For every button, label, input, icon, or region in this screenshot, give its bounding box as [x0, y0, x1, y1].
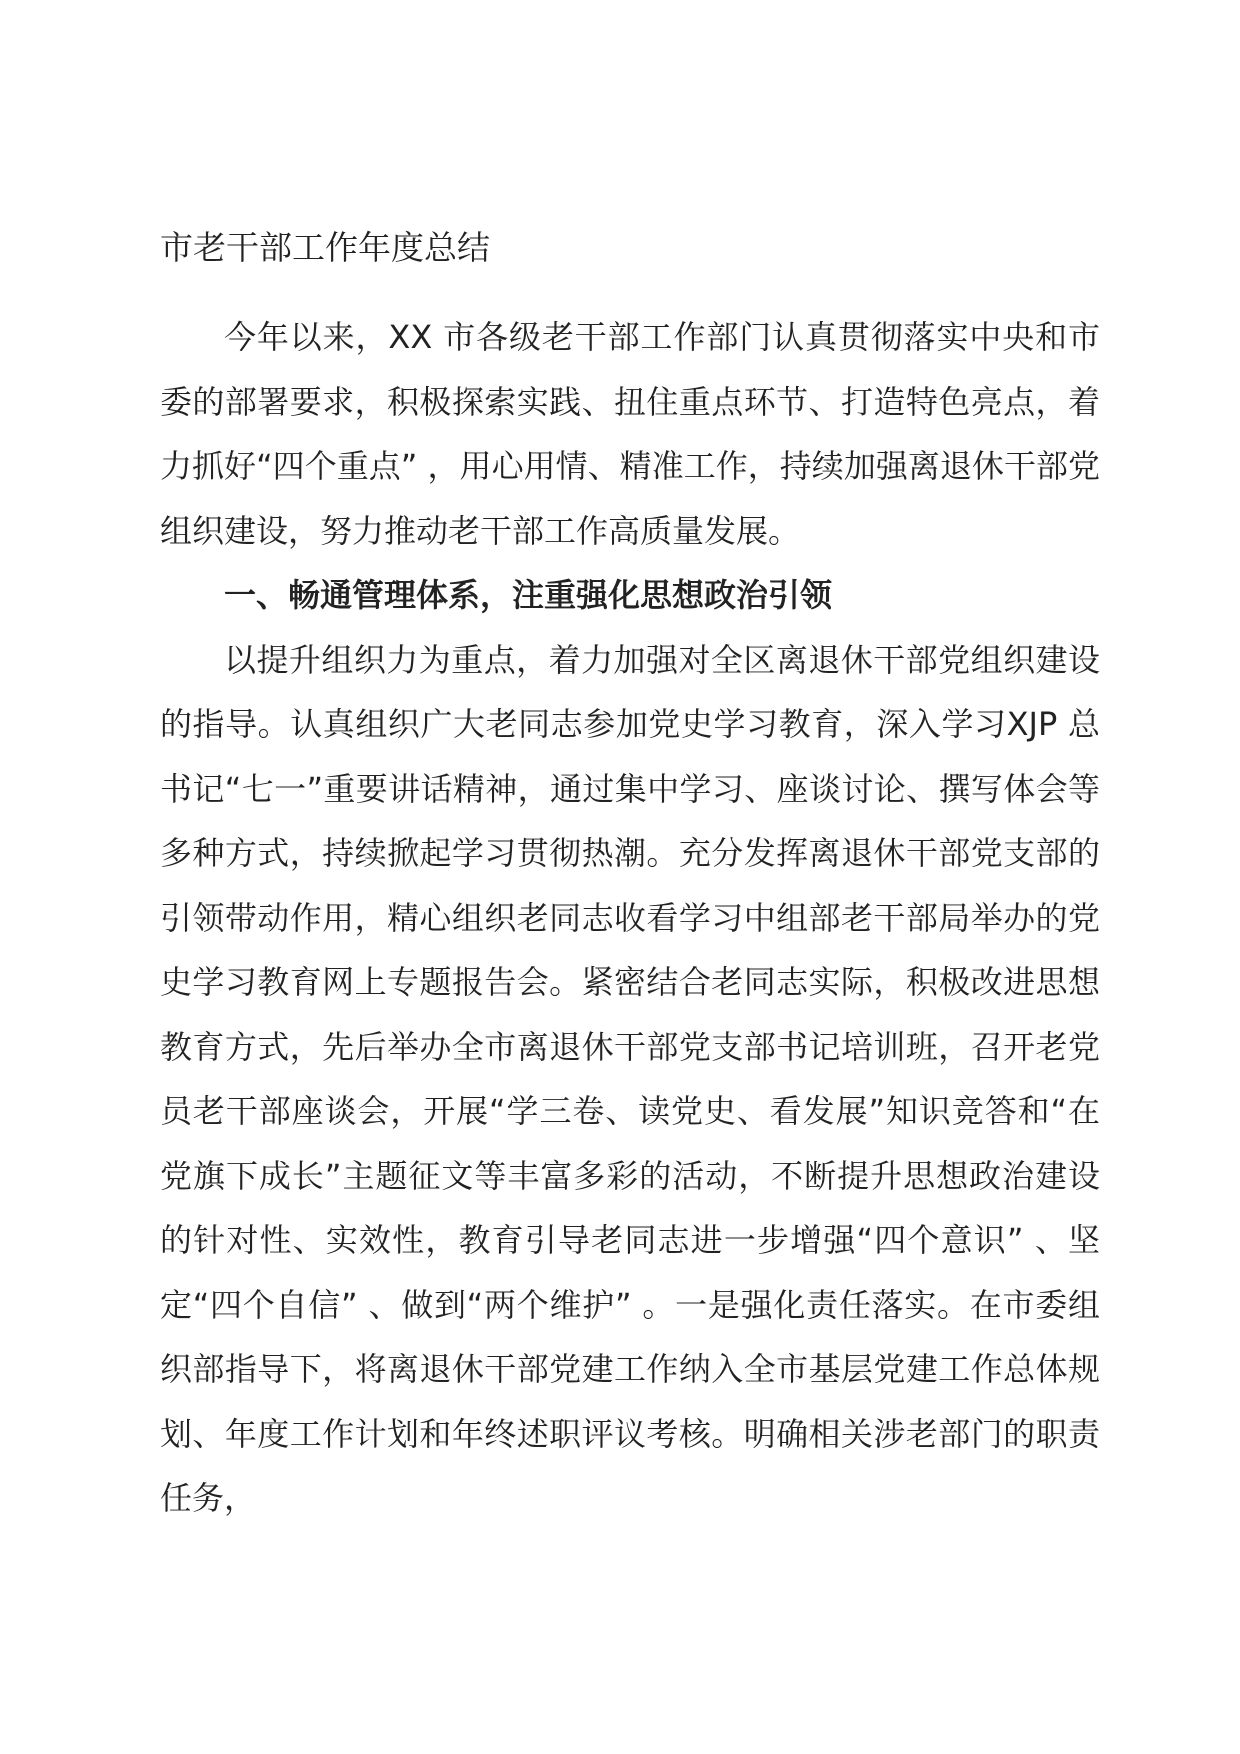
document-title: 市老干部工作年度总结 — [160, 228, 490, 267]
intro-paragraph: 今年以来，XX 市各级老干部工作部门认真贯彻落实中央和市委的部署要求，积极探索实践、扭住重点环节、打造特色亮点，着力抓好“四个重点” ，用心用情、精准工作，持续加强离退休干部党组织建设，努力推动老干部工作高质量发展。 — [160, 318, 1100, 550]
section-paragraph: 以提升组织力为重点，着力加强对全区离退休干部党组织建设的指导。认真组织广大老同志参加党史学习教育，深入学习XJP 总书记“七一”重要讲话精神，通过集中学习、座谈讨论、撰写体会等多种方式，持续掀起学习贯彻热潮。充分发挥离退休干部党支部的引领带动作用，精心组织老同志收看学习中组部老干部局举办的党史学习教育网上专题报告会。紧密结合老同志实际，积极改进思想教育方式，先后举办全市离退休干部党支部书记培训班，召开老党员老干部座谈会，开展“学三卷、读党史、看发展”知识竞答和“在党旗下成长”主题征文等丰富多彩的活动，不断提升思想政治建设的针对性、实效性，教育引导老同志进一步增强“四个意识” 、坚定“四个自信” 、做到“两个维护” 。一是强化责任落实。在市委组织部指导下，将离退休干部党建工作纳入全市基层党建工作总体规划、年度工作计划和年终述职评议考核。明确相关涉老部门的职责任务， — [160, 640, 1100, 1517]
document-body — [160, 305, 1100, 1531]
section-heading: 一、畅通管理体系，注重强化思想政治引领 — [224, 576, 833, 614]
